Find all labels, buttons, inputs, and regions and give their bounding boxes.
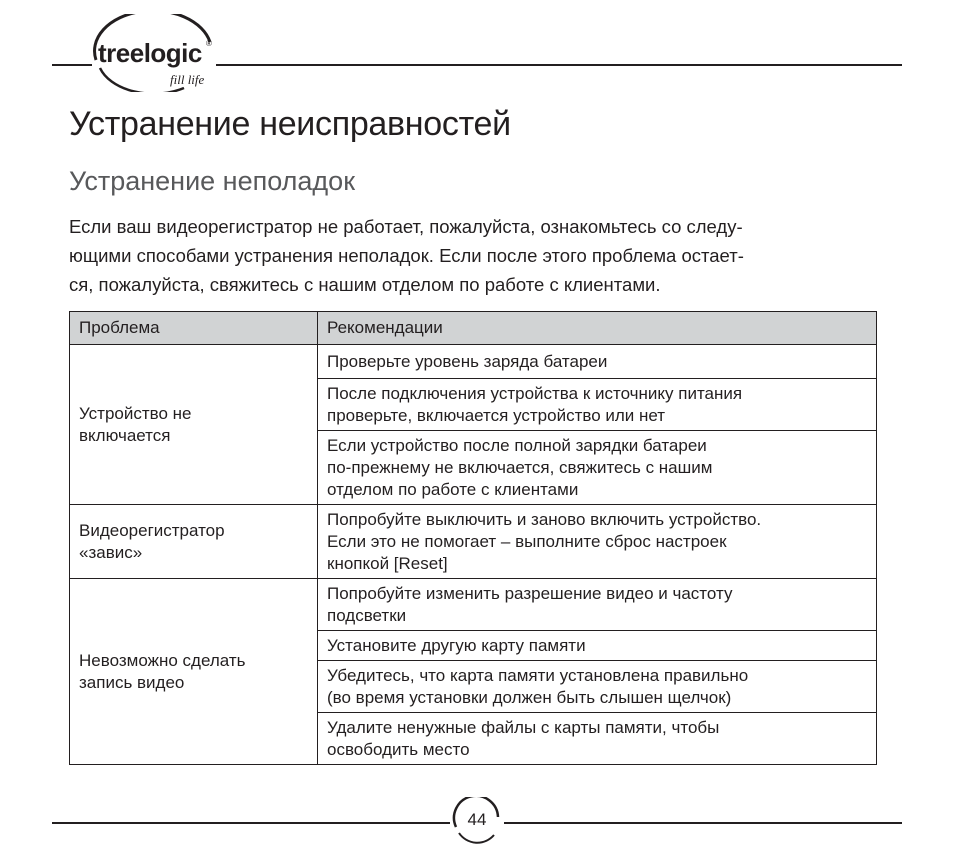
recommendation-cell: Проверьте уровень заряда батареи <box>318 345 877 379</box>
intro-line: ющими способами устранения неполадок. Если после этого проблема остает- <box>69 245 744 266</box>
header-rule-left <box>52 64 92 66</box>
page-title: Устранение неисправностей <box>69 105 511 143</box>
recommendation-cell: Попробуйте изменить разрешение видео и частоту подсветки <box>318 579 877 631</box>
page-number: 44 <box>467 810 487 829</box>
recommendation-cell: Убедитесь, что карта памяти установлена правильно (во время установки должен быть слышен щелчок) <box>318 661 877 713</box>
intro-line: Если ваш видеорегистратор не работает, пожалуйста, ознакомьтесь со следу- <box>69 216 743 237</box>
footer-rule-left <box>52 822 450 824</box>
intro-paragraph <box>69 212 899 299</box>
problem-cell: Видеорегистратор «завис» <box>70 505 318 579</box>
recommendation-cell: Если устройство после полной зарядки батареи по-прежнему не включается, свяжитесь с нашим отделом по работе с клиентами <box>318 431 877 505</box>
problem-cell: Устройство не включается <box>70 345 318 505</box>
recommendation-cell: Попробуйте выключить и заново включить устройство. Если это не помогает – выполните сброс настроек кнопкой [Reset] <box>318 505 877 579</box>
problem-cell: Невозможно сделать запись видео <box>70 579 318 765</box>
table-row <box>70 345 877 379</box>
intro-line: ся, пожалуйста, свяжитесь с нашим отделом по работе с клиентами. <box>69 274 661 295</box>
logo-tagline: fill life <box>170 72 205 87</box>
footer-rule-right <box>504 822 902 824</box>
table-header-row <box>70 312 877 345</box>
brand-logo <box>88 14 220 92</box>
page-number-badge <box>450 797 504 847</box>
header-rule-right <box>216 64 902 66</box>
header-problem: Проблема <box>70 312 318 345</box>
recommendation-cell: После подключения устройства к источнику питания проверьте, включается устройство или нет <box>318 379 877 431</box>
section-subtitle: Устранение неполадок <box>69 166 356 196</box>
recommendation-cell: Установите другую карту памяти <box>318 631 877 661</box>
table-row <box>70 505 877 579</box>
logo-wordmark: treelogic <box>98 38 202 68</box>
troubleshooting-table <box>69 311 877 765</box>
header-recommendations: Рекомендации <box>318 312 877 345</box>
recommendation-cell: Удалите ненужные файлы с карты памяти, чтобы освободить место <box>318 713 877 765</box>
logo-registered-mark: ® <box>206 39 212 48</box>
table-row <box>70 579 877 631</box>
